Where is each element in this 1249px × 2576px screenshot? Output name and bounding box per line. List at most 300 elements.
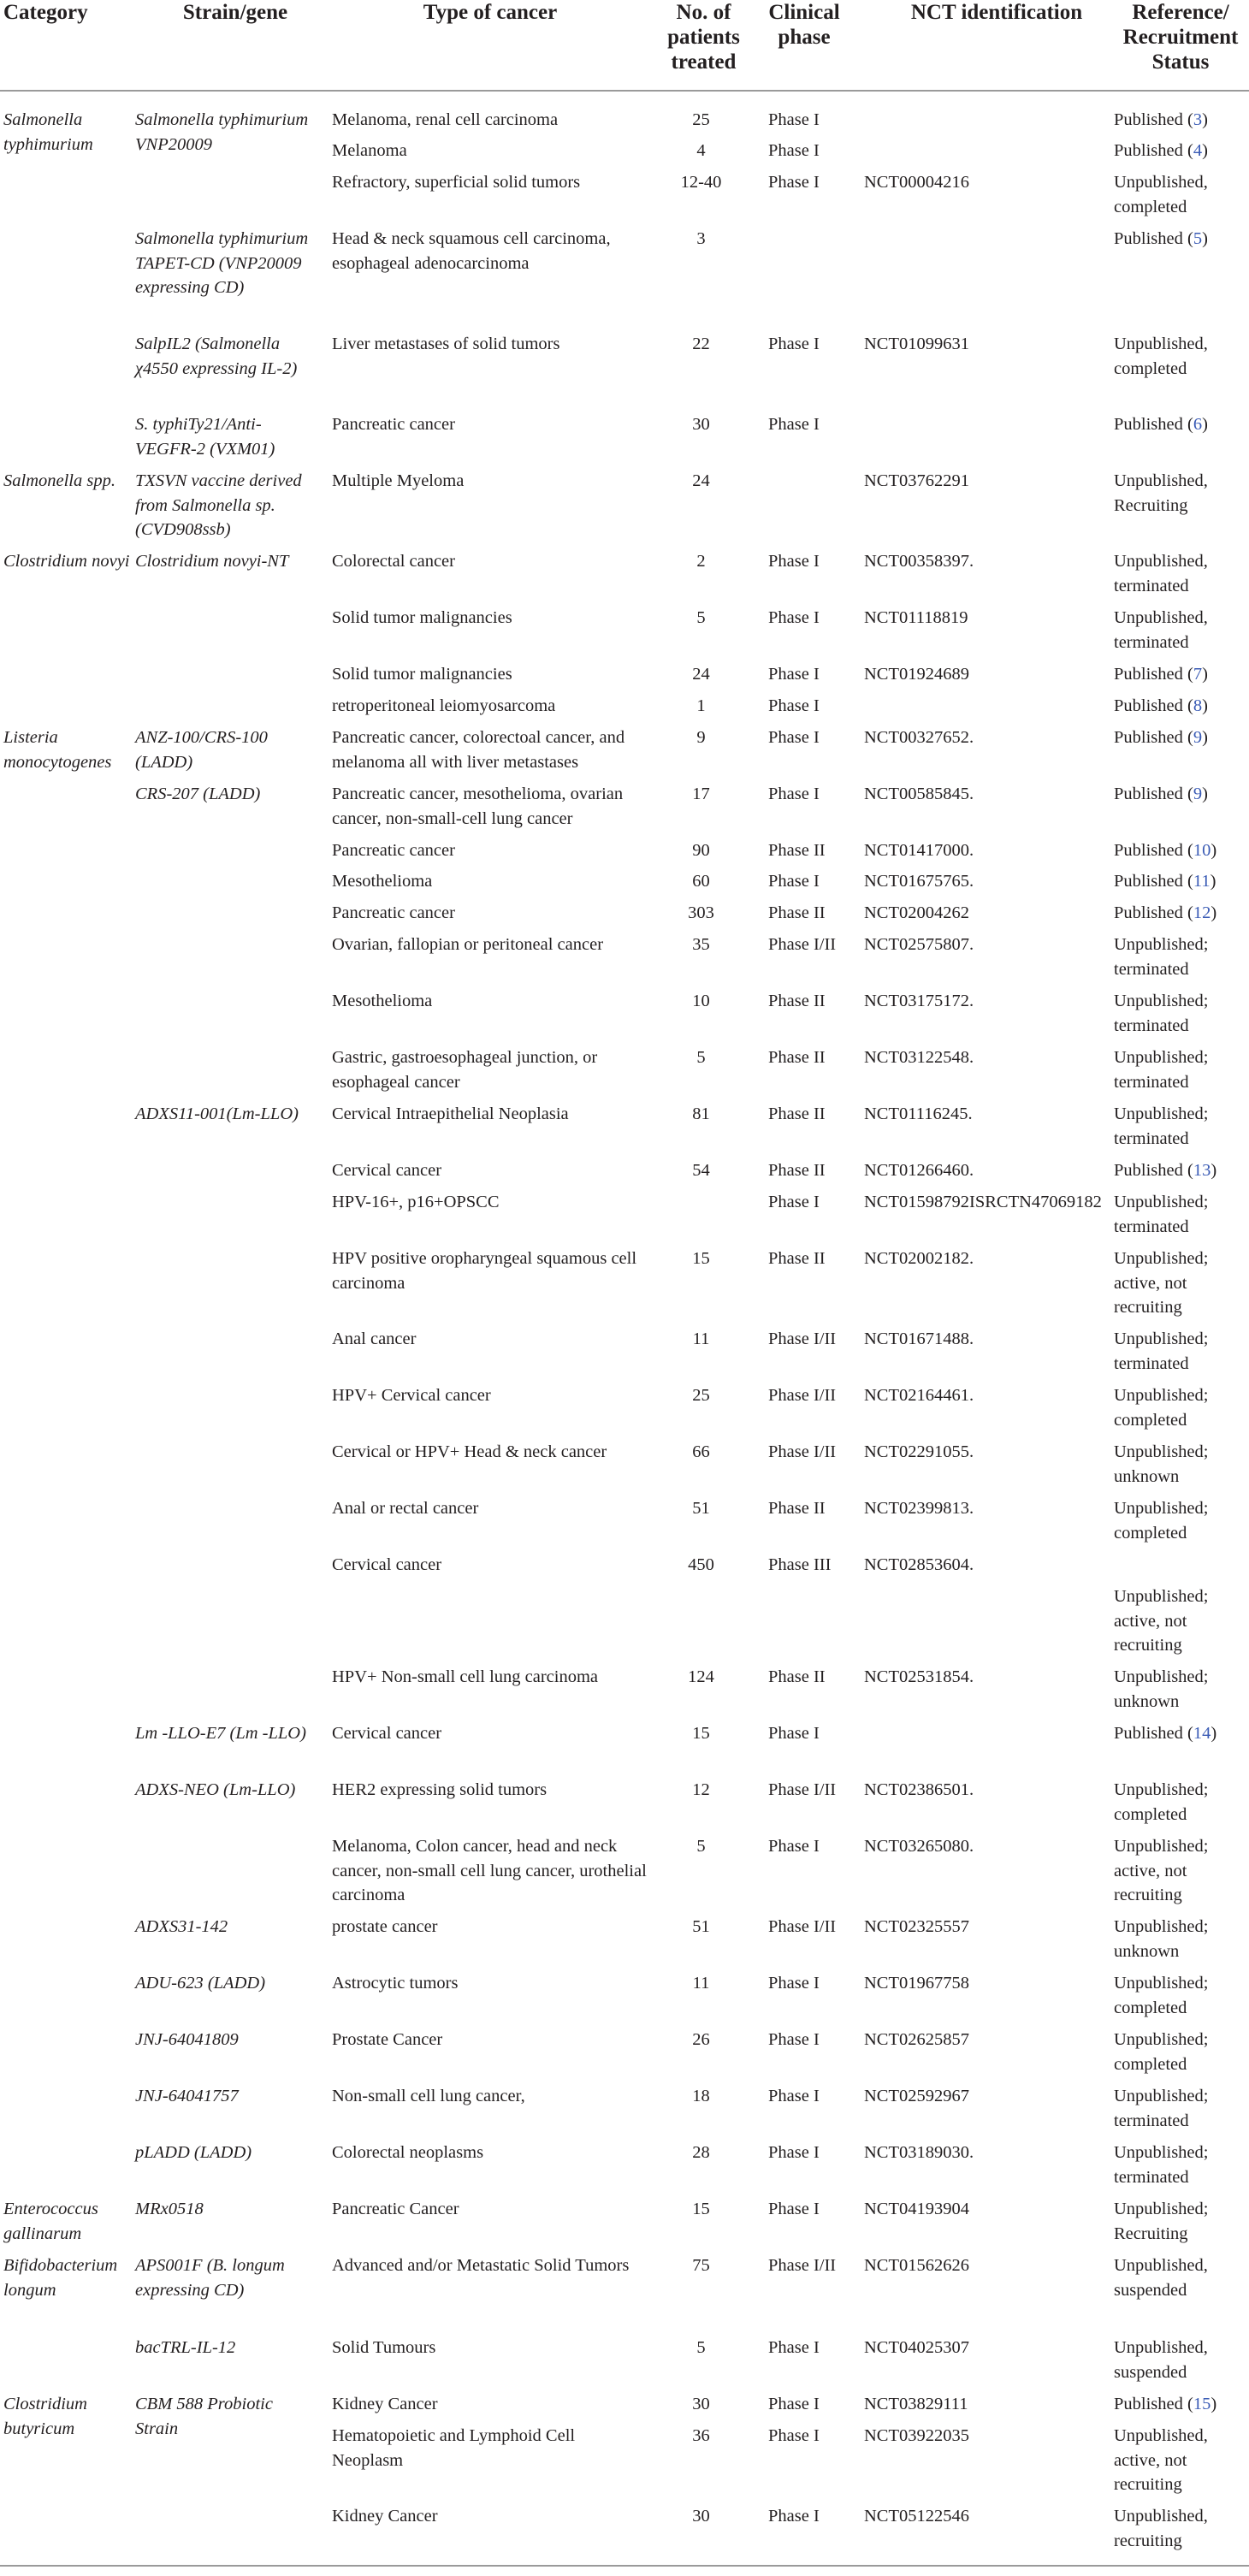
cell-text: Prostate Cancer bbox=[332, 2030, 443, 2049]
cell-text: Melanoma, Colon cancer, head and neck cancer, non-small cell lung cancer, urothelial carcinoma bbox=[332, 1837, 647, 1904]
cell-text: NCT02386501. bbox=[864, 1780, 974, 1799]
cell-reference-status bbox=[1114, 1045, 1247, 1094]
cell-strain-gene bbox=[135, 469, 317, 542]
cell-text: 26 bbox=[692, 2030, 710, 2049]
cell-phase bbox=[768, 2392, 854, 2417]
cell-text: NCT01118819 bbox=[864, 608, 968, 627]
cell-text: NCT03829111 bbox=[864, 2395, 968, 2413]
cell-nct-id bbox=[864, 1045, 1112, 1070]
cell-text: NCT04193904 bbox=[864, 2200, 969, 2218]
cell-text: 11 bbox=[692, 1329, 710, 1348]
cell-reference-status: Published (13) bbox=[1114, 1161, 1217, 1180]
cell-strain-gene bbox=[135, 1915, 317, 1939]
cell-patients bbox=[652, 1158, 750, 1183]
cell-text: Published bbox=[1114, 415, 1183, 434]
cell-text: Phase I bbox=[768, 785, 820, 803]
cell-reference-status bbox=[1114, 1778, 1247, 1827]
cell-patients bbox=[652, 869, 750, 894]
cell-phase bbox=[768, 2028, 854, 2052]
cell-text: HPV+ Non-small cell lung carcinoma bbox=[332, 1667, 599, 1686]
cell-cancer-type bbox=[332, 1971, 648, 1996]
cell-category bbox=[3, 2253, 130, 2302]
cell-text: Published bbox=[1114, 728, 1183, 747]
cell-nct-id bbox=[864, 1190, 1112, 1215]
cell-phase bbox=[768, 782, 854, 807]
cell-text: Head & neck squamous cell carcinoma, esophageal adenocarcinoma bbox=[332, 229, 611, 273]
cell-text: 3 bbox=[696, 229, 706, 248]
cell-text: Pancreatic cancer bbox=[332, 415, 455, 434]
cell-cancer-type bbox=[332, 1834, 648, 1908]
cell-cancer-type bbox=[332, 1327, 648, 1352]
cell-text: Published bbox=[1114, 229, 1183, 248]
cell-nct-id bbox=[864, 469, 1112, 494]
cell-text: Phase I bbox=[768, 2426, 820, 2445]
cell-text: Phase III bbox=[768, 1555, 832, 1574]
cell-text: Published bbox=[1114, 665, 1183, 684]
cell-text: Unpublished; Recruiting bbox=[1114, 2200, 1209, 2243]
header-patients-treated: No. of patients treated bbox=[667, 1, 740, 74]
cell-patients bbox=[652, 2028, 750, 2052]
cell-nct-id bbox=[864, 170, 1112, 195]
cell-text: 5 bbox=[696, 2338, 706, 2357]
cell-text: 5 bbox=[696, 608, 706, 627]
cell-nct-id bbox=[864, 2392, 1112, 2417]
cell-text: 15 bbox=[692, 1724, 710, 1743]
cell-patients bbox=[652, 2424, 750, 2449]
cell-text: Clostridium novyi bbox=[3, 552, 130, 571]
cell-text: Phase I/II bbox=[768, 935, 837, 954]
cell-patients bbox=[652, 549, 750, 574]
reference-link[interactable]: 4 bbox=[1193, 141, 1203, 160]
cell-patients bbox=[652, 1553, 750, 1578]
cell-text: 22 bbox=[692, 335, 710, 353]
cell-text: NCT02853604. bbox=[864, 1555, 974, 1574]
cell-phase bbox=[768, 1045, 854, 1070]
cell-text: ANZ-100/CRS-100 (LADD) bbox=[135, 728, 268, 772]
cell-reference-status: Published (8) bbox=[1114, 696, 1208, 715]
table-header-row bbox=[0, 0, 1249, 91]
cell-phase bbox=[768, 549, 854, 574]
reference-link[interactable]: 10 bbox=[1193, 841, 1211, 860]
cell-text: ADU-623 (LADD) bbox=[135, 1974, 266, 1993]
cell-strain-gene bbox=[135, 108, 317, 157]
cell-text: NCT01562626 bbox=[864, 2256, 969, 2275]
cell-text: 17 bbox=[692, 785, 710, 803]
cell-nct-id bbox=[864, 782, 1112, 807]
header-clinical-phase: Clinical phase bbox=[768, 1, 840, 49]
cell-cancer-type bbox=[332, 1383, 648, 1408]
cell-cancer-type bbox=[332, 1915, 648, 1939]
cell-text: Phase I bbox=[768, 415, 820, 434]
cell-text: MRx0518 bbox=[135, 2200, 204, 2218]
cell-reference-status bbox=[1114, 332, 1247, 381]
cell-reference-status bbox=[1114, 1584, 1247, 1658]
cell-phase bbox=[768, 725, 854, 750]
cell-text: Anal or rectal cancer bbox=[332, 1499, 479, 1518]
cell-patients bbox=[652, 1045, 750, 1070]
cell-text: Cervical or HPV+ Head & neck cancer bbox=[332, 1442, 607, 1461]
cell-text: Listeria monocytogenes bbox=[3, 728, 112, 772]
cell-text: Phase II bbox=[768, 841, 826, 860]
cell-nct-id bbox=[864, 869, 1112, 894]
cell-text: Unpublished; terminated bbox=[1114, 2143, 1209, 2187]
cell-reference-status: Published (11) bbox=[1114, 872, 1216, 891]
cell-patients bbox=[652, 989, 750, 1014]
cell-cancer-type bbox=[332, 139, 648, 163]
cell-cancer-type bbox=[332, 694, 648, 719]
cell-reference-status bbox=[1114, 2504, 1247, 2553]
cell-text: 11 bbox=[692, 1974, 710, 1993]
cell-text: Unpublished, terminated bbox=[1114, 552, 1208, 595]
header-nct-identification: NCT identification bbox=[910, 1, 1083, 24]
cell-text: 51 bbox=[692, 1499, 710, 1518]
cell-reference-status bbox=[1114, 1915, 1247, 1963]
cell-text: NCT01967758 bbox=[864, 1974, 969, 1993]
cell-text: Unpublished; completed bbox=[1114, 1499, 1209, 1543]
cell-phase bbox=[768, 1834, 854, 1859]
cell-text: Advanced and/or Metastatic Solid Tumors bbox=[332, 2256, 630, 2275]
cell-strain-gene bbox=[135, 412, 317, 461]
cell-nct-id bbox=[864, 662, 1112, 687]
cell-cancer-type bbox=[332, 606, 648, 631]
cell-text: Phase I bbox=[768, 173, 820, 192]
cell-text: 51 bbox=[692, 1917, 710, 1936]
cell-patients bbox=[652, 694, 750, 719]
cell-cancer-type bbox=[332, 1778, 648, 1803]
cell-text: Pancreatic cancer, mesothelioma, ovarian cancer, non-small-cell lung cancer bbox=[332, 785, 624, 828]
cell-text: 5 bbox=[696, 1048, 706, 1067]
cell-cancer-type bbox=[332, 1102, 648, 1127]
cell-reference-status: Published (10) bbox=[1114, 841, 1217, 860]
cell-text: Phase I bbox=[768, 2507, 820, 2526]
cell-reference-status: Published (4) bbox=[1114, 141, 1208, 160]
cell-nct-id bbox=[864, 1327, 1112, 1352]
cell-strain-gene bbox=[135, 2253, 317, 2302]
cell-cancer-type bbox=[332, 869, 648, 894]
cell-reference-status bbox=[1114, 1665, 1247, 1714]
cell-cancer-type bbox=[332, 1553, 648, 1578]
reference-link[interactable]: 6 bbox=[1193, 415, 1203, 434]
cell-reference-status bbox=[1114, 606, 1247, 654]
cell-cancer-type bbox=[332, 469, 648, 494]
cell-text: Unpublished; active, not recruiting bbox=[1114, 1837, 1209, 1904]
cell-text: Phase I/II bbox=[768, 2256, 837, 2275]
cell-reference-status bbox=[1114, 1383, 1247, 1432]
cell-text: Melanoma bbox=[332, 141, 407, 160]
cell-text: 81 bbox=[692, 1104, 710, 1123]
cell-text: NCT02575807. bbox=[864, 935, 974, 954]
cell-category bbox=[3, 469, 130, 494]
reference-link[interactable]: 15 bbox=[1193, 2395, 1211, 2413]
cell-text: NCT01671488. bbox=[864, 1329, 974, 1348]
cell-reference-status: Published (5) bbox=[1114, 229, 1208, 248]
cell-text: S. typhiTy21/Anti-VEGFR-2 (VXM01) bbox=[135, 415, 275, 459]
cell-text: Unpublished, recruiting bbox=[1114, 2507, 1208, 2550]
cell-nct-id bbox=[864, 549, 1112, 574]
cell-text: Unpublished; terminated bbox=[1114, 1193, 1209, 1236]
cell-text: prostate cancer bbox=[332, 1917, 438, 1936]
cell-nct-id bbox=[864, 1247, 1112, 1271]
cell-text: Phase I bbox=[768, 2395, 820, 2413]
cell-reference-status bbox=[1114, 2424, 1247, 2497]
cell-text: Phase II bbox=[768, 903, 826, 922]
cell-phase bbox=[768, 838, 854, 863]
cell-phase bbox=[768, 1553, 854, 1578]
cell-text: 75 bbox=[692, 2256, 710, 2275]
cell-text: Phase II bbox=[768, 1249, 826, 1268]
cell-nct-id bbox=[864, 2028, 1112, 2052]
cell-text: NCT03175172. bbox=[864, 992, 974, 1010]
cell-text: 15 bbox=[692, 2200, 710, 2218]
cell-text: Unpublished; completed bbox=[1114, 1386, 1209, 1430]
cell-text: 35 bbox=[692, 935, 710, 954]
cell-text: NCT00358397. bbox=[864, 552, 974, 571]
cell-text: 90 bbox=[692, 841, 710, 860]
cell-reference-status bbox=[1114, 1440, 1247, 1489]
cell-phase bbox=[768, 412, 854, 437]
cell-text: Clostridium butyricum bbox=[3, 2395, 87, 2438]
cell-text: 18 bbox=[692, 2087, 710, 2105]
cell-text: Solid Tumours bbox=[332, 2338, 436, 2357]
cell-text: NCT02399813. bbox=[864, 1499, 974, 1518]
cell-text: Phase II bbox=[768, 992, 826, 1010]
cell-patients bbox=[652, 1778, 750, 1803]
cell-nct-id bbox=[864, 989, 1112, 1014]
cell-text: Unpublished, suspended bbox=[1114, 2256, 1208, 2300]
cell-nct-id bbox=[864, 838, 1112, 863]
cell-strain-gene bbox=[135, 332, 317, 381]
cell-phase bbox=[768, 901, 854, 926]
cell-text: NCT02625857 bbox=[864, 2030, 969, 2049]
cell-category bbox=[3, 549, 130, 574]
cell-text: Colorectal cancer bbox=[332, 552, 455, 571]
cell-text: 36 bbox=[692, 2426, 710, 2445]
cell-text: Phase I bbox=[768, 2087, 820, 2105]
cell-text: NCT02164461. bbox=[864, 1386, 974, 1405]
cell-patients bbox=[652, 1496, 750, 1521]
reference-link[interactable]: 14 bbox=[1193, 1724, 1211, 1743]
cell-text: APS001F (B. longum expressing CD) bbox=[135, 2256, 285, 2300]
cell-text: 124 bbox=[688, 1667, 714, 1686]
cell-patients bbox=[652, 2141, 750, 2165]
cell-cancer-type bbox=[332, 662, 648, 687]
cell-text: Phase I/II bbox=[768, 1386, 837, 1405]
cell-phase bbox=[768, 1971, 854, 1996]
cell-phase bbox=[768, 1778, 854, 1803]
cell-phase bbox=[768, 989, 854, 1014]
cell-reference-status bbox=[1114, 1102, 1247, 1151]
cell-text: 4 bbox=[696, 141, 706, 160]
cell-reference-status bbox=[1114, 1327, 1247, 1376]
cell-reference-status: Published (9) bbox=[1114, 728, 1208, 747]
cell-patients bbox=[652, 901, 750, 926]
header-reference-status: Reference/ Recruitment Status bbox=[1122, 1, 1239, 74]
cell-strain-gene bbox=[135, 1971, 317, 1996]
cell-text: Gastric, gastroesophageal junction, or esophageal cancer bbox=[332, 1048, 598, 1092]
cell-text: Phase I bbox=[768, 2143, 820, 2162]
cell-reference-status bbox=[1114, 469, 1247, 518]
cell-strain-gene bbox=[135, 2392, 317, 2441]
cell-phase bbox=[768, 2084, 854, 2109]
cell-patients bbox=[652, 662, 750, 687]
cell-nct-id bbox=[864, 1102, 1112, 1127]
cell-patients bbox=[652, 1247, 750, 1271]
cell-text: Published bbox=[1114, 1724, 1183, 1743]
cell-text: 2 bbox=[696, 552, 706, 571]
cell-text: Published bbox=[1114, 872, 1183, 891]
cell-nct-id bbox=[864, 1553, 1112, 1578]
cell-category bbox=[3, 108, 130, 157]
cell-cancer-type bbox=[332, 2028, 648, 2052]
cell-phase bbox=[768, 332, 854, 357]
cell-strain-gene bbox=[135, 2084, 317, 2109]
cell-text: JNJ-64041809 bbox=[135, 2030, 239, 2049]
cell-text: Salmonella typhimurium bbox=[3, 110, 93, 154]
cell-phase bbox=[768, 139, 854, 163]
table-bottom-divider bbox=[0, 2565, 1249, 2567]
cell-text: Pancreatic Cancer bbox=[332, 2200, 459, 2218]
cell-text: pLADD (LADD) bbox=[135, 2143, 252, 2162]
cell-text: Ovarian, fallopian or peritoneal cancer bbox=[332, 935, 604, 954]
cell-text: NCT00004216 bbox=[864, 173, 969, 192]
cell-text: NCT01675765. bbox=[864, 872, 974, 891]
cell-text: 303 bbox=[688, 903, 714, 922]
cell-text: 5 bbox=[696, 1837, 706, 1856]
cell-cancer-type bbox=[332, 1665, 648, 1690]
cell-category bbox=[3, 2392, 130, 2441]
cell-text: Salmonella spp. bbox=[3, 471, 115, 490]
cell-text: HPV positive oropharyngeal squamous cell carcinoma bbox=[332, 1249, 637, 1293]
cell-text: Pancreatic cancer bbox=[332, 903, 455, 922]
reference-link[interactable]: 11 bbox=[1193, 872, 1211, 891]
cell-reference-status bbox=[1114, 549, 1247, 598]
cell-text: Non-small cell lung cancer, bbox=[332, 2087, 525, 2105]
cell-text: retroperitoneal leiomyosarcoma bbox=[332, 696, 556, 715]
cell-cancer-type bbox=[332, 170, 648, 195]
cell-text: NCT02325557 bbox=[864, 1917, 969, 1936]
cell-cancer-type bbox=[332, 1247, 648, 1295]
cell-cancer-type bbox=[332, 782, 648, 831]
cell-nct-id bbox=[864, 332, 1112, 357]
cell-text: 15 bbox=[692, 1249, 710, 1268]
cell-nct-id bbox=[864, 2141, 1112, 2165]
cell-patients bbox=[652, 227, 750, 252]
cell-text: NCT03762291 bbox=[864, 471, 969, 490]
cell-phase bbox=[768, 694, 854, 719]
cell-patients bbox=[652, 1971, 750, 1996]
cell-text: Melanoma, renal cell carcinoma bbox=[332, 110, 559, 129]
cell-phase bbox=[768, 1665, 854, 1690]
cell-nct-id bbox=[864, 1665, 1112, 1690]
reference-link[interactable]: 3 bbox=[1193, 110, 1203, 129]
cell-text: NCT00327652. bbox=[864, 728, 974, 747]
cell-reference-status: Published (7) bbox=[1114, 665, 1208, 684]
cell-text: Unpublished, Recruiting bbox=[1114, 471, 1208, 515]
cell-text: NCT02004262 bbox=[864, 903, 969, 922]
cell-text: Unpublished; terminated bbox=[1114, 1048, 1209, 1092]
cell-phase bbox=[768, 1915, 854, 1939]
cell-patients bbox=[652, 1834, 750, 1859]
cell-category bbox=[3, 2197, 130, 2246]
cell-patients bbox=[652, 933, 750, 957]
reference-link[interactable]: 13 bbox=[1193, 1161, 1211, 1180]
cell-text: NCT01266460. bbox=[864, 1161, 974, 1180]
cell-text: Published bbox=[1114, 785, 1183, 803]
cell-nct-id bbox=[864, 2336, 1112, 2360]
cell-patients bbox=[652, 838, 750, 863]
cell-text: NCT03122548. bbox=[864, 1048, 974, 1067]
cell-text: 54 bbox=[692, 1161, 710, 1180]
cell-patients bbox=[652, 782, 750, 807]
cell-text: Phase I bbox=[768, 872, 820, 891]
cell-text: 12 bbox=[692, 1780, 710, 1799]
cell-text: NCT03922035 bbox=[864, 2426, 969, 2445]
cell-text: 12-40 bbox=[680, 173, 722, 192]
cell-text: Unpublished; unknown bbox=[1114, 1442, 1209, 1486]
cell-cancer-type bbox=[332, 2424, 648, 2472]
cell-phase bbox=[768, 933, 854, 957]
cell-text: Salmonella typhimurium TAPET-CD (VNP20009 expressing CD) bbox=[135, 229, 309, 297]
cell-text: ADXS11-001(Lm-LLO) bbox=[135, 1104, 299, 1123]
cell-reference-status bbox=[1114, 1496, 1247, 1545]
cell-strain-gene bbox=[135, 1102, 317, 1127]
cell-text: Refractory, superficial solid tumors bbox=[332, 173, 581, 192]
cell-patients bbox=[652, 2084, 750, 2109]
cell-nct-id bbox=[864, 606, 1112, 631]
reference-link[interactable]: 8 bbox=[1193, 696, 1203, 715]
cell-reference-status bbox=[1114, 989, 1247, 1038]
cell-cancer-type bbox=[332, 227, 648, 275]
cell-phase bbox=[768, 662, 854, 687]
cell-phase bbox=[768, 2197, 854, 2222]
reference-link[interactable]: 5 bbox=[1193, 229, 1203, 248]
reference-link[interactable]: 12 bbox=[1193, 903, 1211, 922]
cell-strain-gene bbox=[135, 725, 317, 774]
cell-cancer-type bbox=[332, 1496, 648, 1521]
cell-nct-id bbox=[864, 1383, 1112, 1408]
cell-cancer-type bbox=[332, 2253, 648, 2278]
cell-text: Published bbox=[1114, 841, 1183, 860]
cell-text: Phase II bbox=[768, 1104, 826, 1123]
cell-patients bbox=[652, 2336, 750, 2360]
cell-text: Pancreatic cancer, colorectoal cancer, and melanoma all with liver metastases bbox=[332, 728, 625, 772]
cell-phase bbox=[768, 1721, 854, 1746]
cell-nct-id bbox=[864, 1440, 1112, 1465]
cell-patients bbox=[652, 469, 750, 494]
cell-phase bbox=[768, 2141, 854, 2165]
cell-text: NCT02531854. bbox=[864, 1667, 974, 1686]
cell-text: Unpublished; terminated bbox=[1114, 2087, 1209, 2130]
reference-link[interactable]: 9 bbox=[1193, 785, 1203, 803]
cell-text: Phase I bbox=[768, 608, 820, 627]
cell-nct-id bbox=[864, 1158, 1112, 1183]
cell-cancer-type bbox=[332, 725, 648, 774]
cell-phase bbox=[768, 1247, 854, 1271]
cell-text: Phase I bbox=[768, 141, 820, 160]
cell-patients bbox=[652, 170, 750, 195]
cell-text: NCT03265080. bbox=[864, 1837, 974, 1856]
cell-reference-status: Published (14) bbox=[1114, 1724, 1217, 1743]
cell-reference-status bbox=[1114, 170, 1247, 219]
cell-patients bbox=[652, 2504, 750, 2529]
reference-link[interactable]: 7 bbox=[1193, 665, 1203, 684]
cell-text: Cervical cancer bbox=[332, 1724, 442, 1743]
cell-text: Phase I bbox=[768, 335, 820, 353]
cell-patients bbox=[652, 2392, 750, 2417]
cell-text: Unpublished; terminated bbox=[1114, 1329, 1209, 1373]
reference-link[interactable]: 9 bbox=[1193, 728, 1203, 747]
cell-cancer-type bbox=[332, 933, 648, 957]
